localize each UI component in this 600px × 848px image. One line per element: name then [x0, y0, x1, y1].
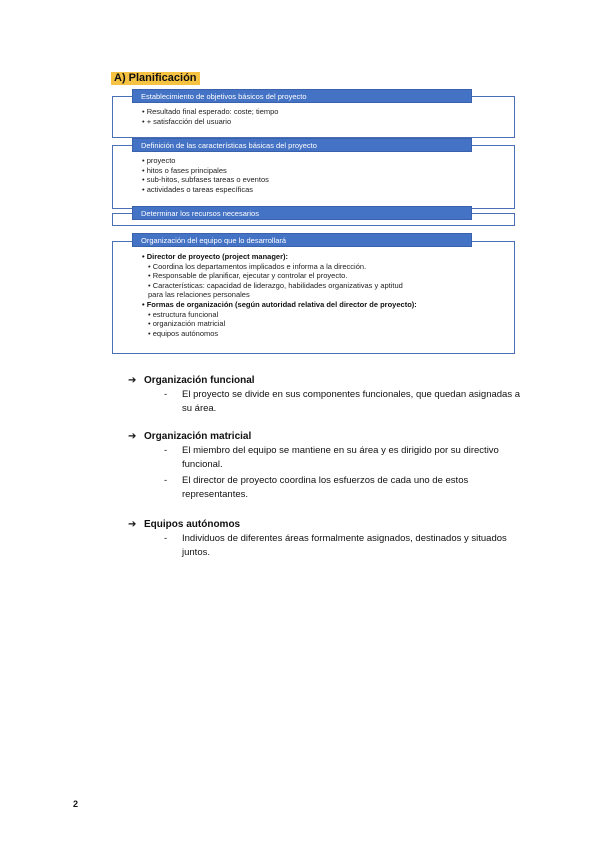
list-item: • + satisfacción del usuario	[142, 116, 232, 126]
list-item: • sub-hitos, subfases tareas o eventos	[142, 175, 269, 185]
arrow-icon: ➔	[128, 375, 137, 386]
list-item: - Individuos de diferentes áreas formalmente asignados, destinados y situados juntos.	[164, 533, 507, 558]
section-title: ➔ Organización funcional	[128, 375, 255, 386]
list-item: • equipos autónomos	[148, 328, 219, 338]
objectives-header: Establecimiento de objetivos básicos del proyecto	[132, 89, 472, 103]
list-item: - El director de proyecto coordina los esfuerzos de cada uno de estos representantes.	[164, 475, 469, 500]
characteristics-header: Definición de las características básicas del proyecto	[132, 138, 472, 152]
dash-icon: -	[164, 475, 168, 486]
arrow-icon: ➔	[128, 519, 137, 530]
list-item: • Características: capacidad de liderazgo, habilidades organizativas y aptitud	[148, 280, 403, 290]
list-item: • hitos o fases principales	[142, 165, 227, 175]
team-header: Organización del equipo que lo desarrollará	[132, 233, 472, 247]
section-matrix	[128, 430, 528, 504]
dash-icon: -	[164, 445, 168, 456]
list-item: - El miembro del equipo se mantiene en su área y es dirigido por su directivo funcional.	[164, 445, 499, 470]
list-item: • organización matricial	[148, 319, 226, 329]
team-items	[142, 252, 417, 338]
list-item: • estructura funcional	[148, 309, 219, 319]
list-item: - El proyecto se divide en sus componentes funcionales, que quedan asignadas a su área.	[164, 389, 521, 414]
list-item: • actividades o tareas específicas	[142, 184, 254, 194]
section-functional	[128, 374, 528, 418]
list-item: • Resultado final esperado: coste; tiempo	[142, 107, 279, 116]
list-item: • Formas de organización (según autoridad relativa del director de proyecto):	[142, 299, 417, 309]
page-number: 2	[73, 799, 79, 809]
section-title: ➔ Equipos autónomos	[128, 519, 241, 530]
arrow-icon: ➔	[128, 431, 137, 442]
section-heading: A) Planificación	[111, 72, 200, 85]
list-item: • Director de proyecto (project manager):	[142, 252, 288, 261]
dash-icon: -	[164, 389, 168, 400]
list-item: • Coordina los departamentos implicados e informa a la dirección.	[148, 261, 367, 271]
resources-header: Determinar los recursos necesarios	[132, 206, 472, 220]
list-item: • proyecto	[142, 156, 176, 165]
objectives-items	[142, 107, 278, 126]
list-item: • Responsable de planificar, ejecutar y controlar el proyecto.	[148, 271, 348, 281]
section-autonomous	[128, 518, 528, 562]
dash-icon: -	[164, 533, 168, 544]
list-item: para las relaciones personales	[148, 290, 250, 300]
section-title: ➔ Organización matricial	[128, 431, 252, 442]
characteristics-items	[142, 156, 269, 194]
planning-diagram	[112, 87, 515, 357]
